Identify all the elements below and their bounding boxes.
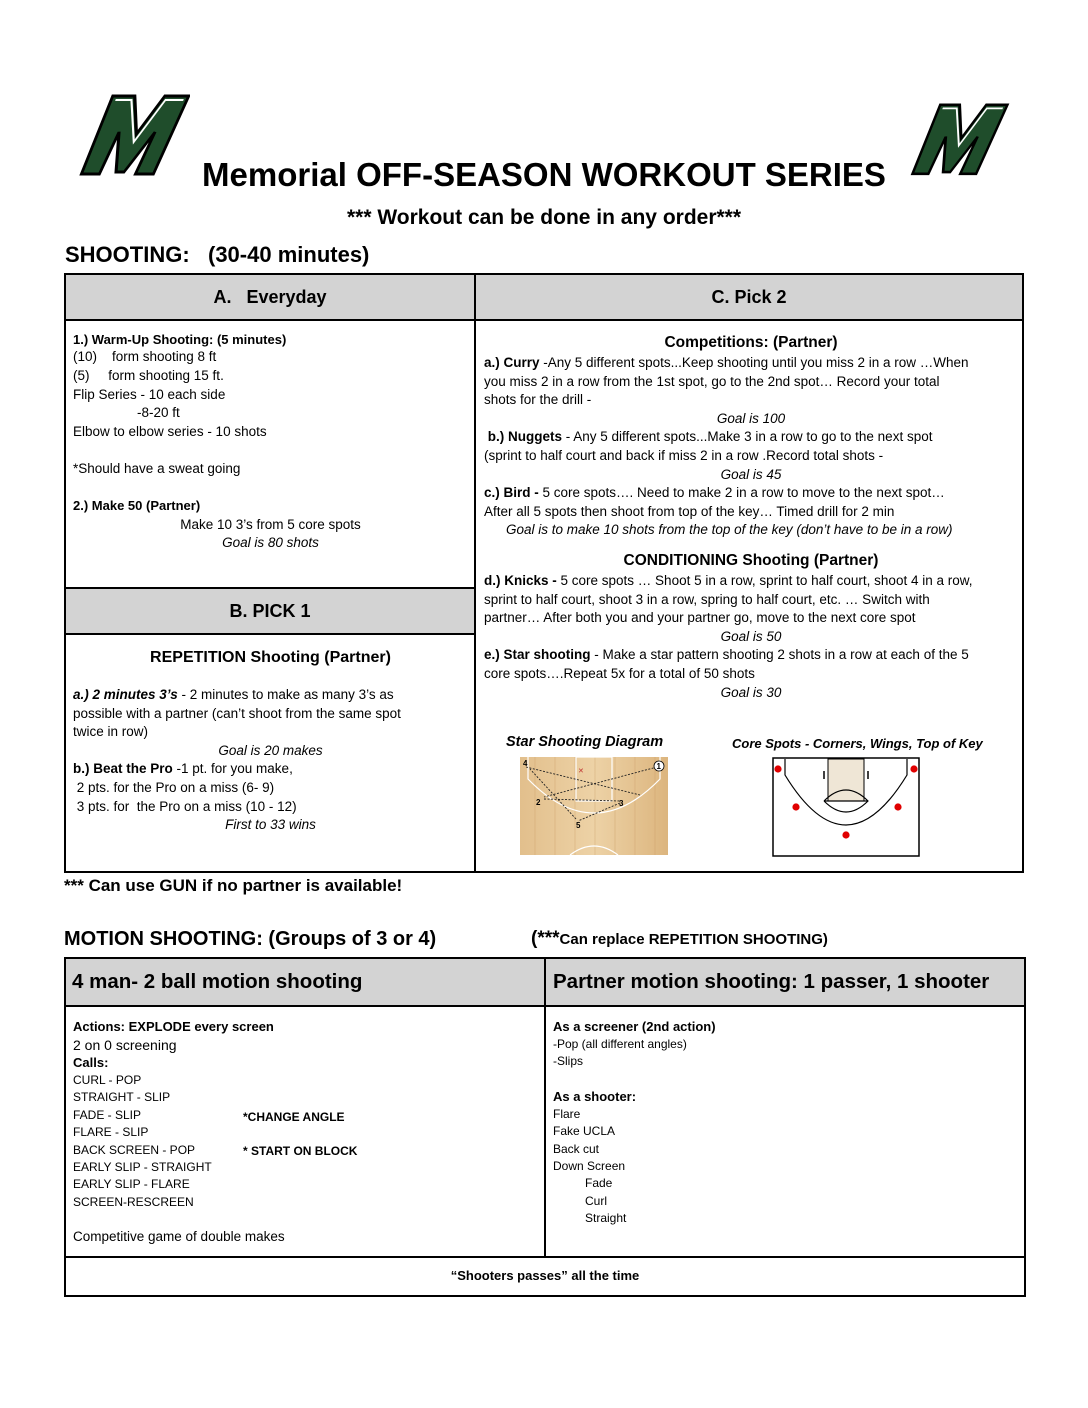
spot-label-3: 3 bbox=[619, 799, 624, 808]
motion-replace-note: (***Can replace REPETITION SHOOTING) bbox=[531, 928, 828, 949]
screener-item: -Slips bbox=[553, 1054, 584, 1069]
spot-label-1: 1 bbox=[656, 762, 661, 771]
shooter-item: Fake UCLA bbox=[553, 1124, 616, 1139]
motion-left-content: Actions: EXPLODE every screen 2 on 0 screening Calls: CURL - POP STRAIGHT - SLIP FADE - SLIP FLARE - SLIP BACK SCREEN - POP EARLY SLIP - STRAIGHT EARLY SLIP - FLARE SCREEN-RESCREEN Competitive game of double makes bbox=[73, 1018, 533, 1247]
motion-right-content: As a screener (2nd action) -Pop (all different angles) -Slips As a shooter: Flare Fake UCLA Back cut Down Screen Fade Curl Straight bbox=[553, 1018, 1013, 1228]
pick1-content: REPETITION Shooting (Partner) a.) 2 minutes 3’s - 2 minutes to make as many 3’s as possible with a partner (can’t shoot from the same spot twice in row) Goal is 20 makes b.) Beat the Pro -1 pt. for you make, 2 pts. for the Pro on a miss (6- 9) 3 pts. for the Pro on a miss (10 - 12) First to 33 wins bbox=[73, 649, 401, 833]
call-item: CURL - POP bbox=[73, 1073, 142, 1087]
motion-footer: “Shooters passes” all the time bbox=[450, 1268, 640, 1283]
call-item: SCREEN-RESCREEN bbox=[73, 1194, 194, 1209]
motion-left-header: 4 man- 2 ball motion shooting bbox=[66, 959, 544, 1007]
page-title: Memorial OFF-SEASON WORKOUT SERIES bbox=[202, 156, 886, 193]
star-shooting-diagram bbox=[520, 757, 668, 855]
pick2-content: Competitions: (Partner) a.) Curry -Any 5 different spots...Keep shooting until you miss 2 in a row …When you miss 2 in a row from the 1st spot, go to the 2nd spot… Record your total shots for the drill - Goal is 100 b.) Nuggets - Any 5 different spots...Make 3 in a row to go to the next spot (sprint to half court and back if miss 2 in a row .Record total shots - Goal is 45 c.) Bird - 5 core spots…. Need to make 2 in a row to move to the next spot… After all 5 spots then shoot from top of the key… Timed drill for 2 min Goal is to make 10 shots from the top of the key (don’t have to be in a row) CONDITIONING Shooting (Partner) d.) Knicks - 5 core spots … Shoot 5 in a row, sprint to half court, shoot 4 in a row, sprint to half court, shoot 3 in a row, spring to half court, etc. … Switch with partner… After both you and your partner go, move to the next core spot Goal is 50 e.) Star shooting - Make a star pattern shooting 2 shots in a row at each of the 5 core spots….Repeat 5x for a total of 50 shots Goal is 30 bbox=[484, 334, 973, 700]
shooter-item: Down Screen bbox=[553, 1159, 626, 1174]
pick2-header: C. Pick 2 bbox=[476, 275, 1022, 321]
page-subtitle: *** Workout can be done in any order*** bbox=[346, 206, 742, 229]
everyday-content: 1.) Warm-Up Shooting: (5 minutes) (10) form shooting 8 ft (5) form shooting 15 ft. Flip Series - 10 each side -8-20 ft Elbow to elbow series - 10 shots *Should have a sweat going 2.) Make 50 (Partner) Make 10 3’s from 5 core spots Goal is 80 shots bbox=[73, 332, 361, 551]
everyday-header: A. Everyday bbox=[66, 275, 474, 321]
call-item: EARLY SLIP - STRAIGHT bbox=[73, 1160, 212, 1175]
shooting-heading: SHOOTING: (30-40 minutes) bbox=[65, 242, 370, 267]
down-screen-item: Fade bbox=[585, 1176, 613, 1191]
spot-label-2: 2 bbox=[536, 798, 541, 807]
call-item: STRAIGHT - SLIP bbox=[73, 1090, 171, 1105]
svg-text:✕: ✕ bbox=[578, 768, 584, 775]
call-item: EARLY SLIP - FLARE bbox=[73, 1177, 190, 1192]
call-item: FADE - SLIP bbox=[73, 1107, 142, 1122]
shooter-item: Back cut bbox=[553, 1141, 600, 1156]
motion-heading: MOTION SHOOTING: (Groups of 3 or 4) bbox=[64, 928, 437, 950]
call-item: FLARE - SLIP bbox=[73, 1125, 149, 1140]
call-item: BACK SCREEN - POP bbox=[73, 1142, 196, 1157]
spot-label-4: 4 bbox=[523, 759, 528, 768]
core-diagram-title: Core Spots - Corners, Wings, Top of Key bbox=[732, 736, 983, 751]
gun-note: *** Can use GUN if no partner is available! bbox=[64, 876, 403, 895]
screener-item: -Pop (all different angles) bbox=[553, 1037, 687, 1051]
spot-label-5: 5 bbox=[576, 821, 581, 830]
pick1-header: B. PICK 1 bbox=[66, 589, 474, 635]
change-angle-note: *CHANGE ANGLE bbox=[243, 1110, 345, 1124]
start-on-block-note: * START ON BLOCK bbox=[243, 1144, 358, 1158]
star-diagram-title: Star Shooting Diagram bbox=[506, 734, 664, 750]
down-screen-item: Straight bbox=[585, 1211, 627, 1226]
core-spots-diagram bbox=[772, 757, 920, 857]
motion-right-header: Partner motion shooting: 1 passer, 1 shooter bbox=[546, 959, 1024, 1007]
down-screen-item: Curl bbox=[585, 1193, 608, 1208]
shooter-item: Flare bbox=[553, 1106, 581, 1121]
